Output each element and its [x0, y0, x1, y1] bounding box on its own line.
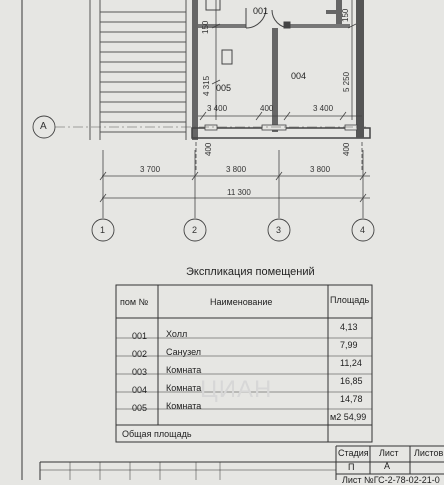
room-dimension-line	[198, 112, 362, 120]
room-label-004: 004	[291, 71, 307, 81]
legend-cell-area: 14,78	[340, 394, 363, 404]
legend-header-name: Наименование	[210, 297, 273, 307]
watermark: ЦИАН	[200, 376, 273, 403]
title-block-code: Лист №ГС-2-78-02-21-0	[342, 475, 440, 485]
staircase	[90, 0, 186, 140]
axis-bubbles	[92, 219, 374, 241]
dim-400-mid: 400	[260, 104, 274, 113]
dim-3700: 3 700	[140, 165, 161, 174]
legend-cell-name: Комната	[166, 401, 202, 411]
dimension-chains	[100, 142, 370, 218]
title-block-sheet-label: Лист	[379, 448, 399, 458]
legend-cell-area: 4,13	[340, 322, 358, 332]
dim-400-right: 400	[342, 142, 351, 156]
dim-3400-a: 3 400	[207, 104, 228, 113]
room-label-001: 001	[253, 6, 269, 16]
dim-3800-b: 3 800	[310, 165, 331, 174]
dim-150-left: 150	[201, 20, 210, 34]
legend-cell-number: 004	[132, 385, 148, 395]
dim-11300: 11 300	[227, 188, 251, 197]
legend-cell-name: Комната	[166, 365, 202, 375]
legend-cell-name: Комната	[166, 383, 202, 393]
dim-3400-b: 3 400	[313, 104, 334, 113]
legend-cell-number: 001	[132, 331, 148, 341]
legend-cell-area: 11,24	[340, 358, 362, 368]
legend-cell-number: 002	[132, 349, 148, 359]
legend-cell-number: 003	[132, 367, 148, 377]
axis-2-label: 2	[192, 225, 198, 235]
legend-cell-name: Холл	[166, 329, 188, 339]
title-block-sheet-value: А	[384, 461, 391, 471]
legend-total-value: м2 54,99	[330, 412, 367, 422]
dim-150-right: 150	[341, 8, 350, 22]
legend-cell-name: Санузел	[166, 347, 202, 357]
axis-4-label: 4	[360, 225, 366, 235]
legend-cell-area: 16,85	[340, 376, 363, 386]
title-block-stage-value: П	[348, 462, 355, 472]
axis-a-label: A	[40, 121, 47, 132]
legend-header-number: пом №	[120, 297, 149, 307]
legend-header-area: Площадь	[330, 295, 370, 305]
title-block-sheets-label: Листов	[414, 448, 444, 458]
legend-cell-area: 7,99	[340, 340, 358, 350]
legend-cell-number: 005	[132, 403, 148, 413]
title-block-stage-label: Стадия	[338, 448, 369, 458]
dim-400-left: 400	[204, 142, 213, 156]
dim-5250: 5 250	[342, 71, 351, 92]
legend-title: Экспликация помещений	[186, 266, 315, 278]
dim-4315: 4 315	[202, 75, 211, 96]
room-label-005: 005	[216, 83, 232, 93]
legend-total-label: Общая площадь	[122, 429, 192, 439]
axis-a-marker	[33, 116, 366, 138]
axis-3-label: 3	[276, 225, 282, 235]
axis-1-label: 1	[100, 225, 106, 235]
dim-3800-a: 3 800	[226, 165, 247, 174]
vertical-dimension-lines	[212, 0, 356, 120]
